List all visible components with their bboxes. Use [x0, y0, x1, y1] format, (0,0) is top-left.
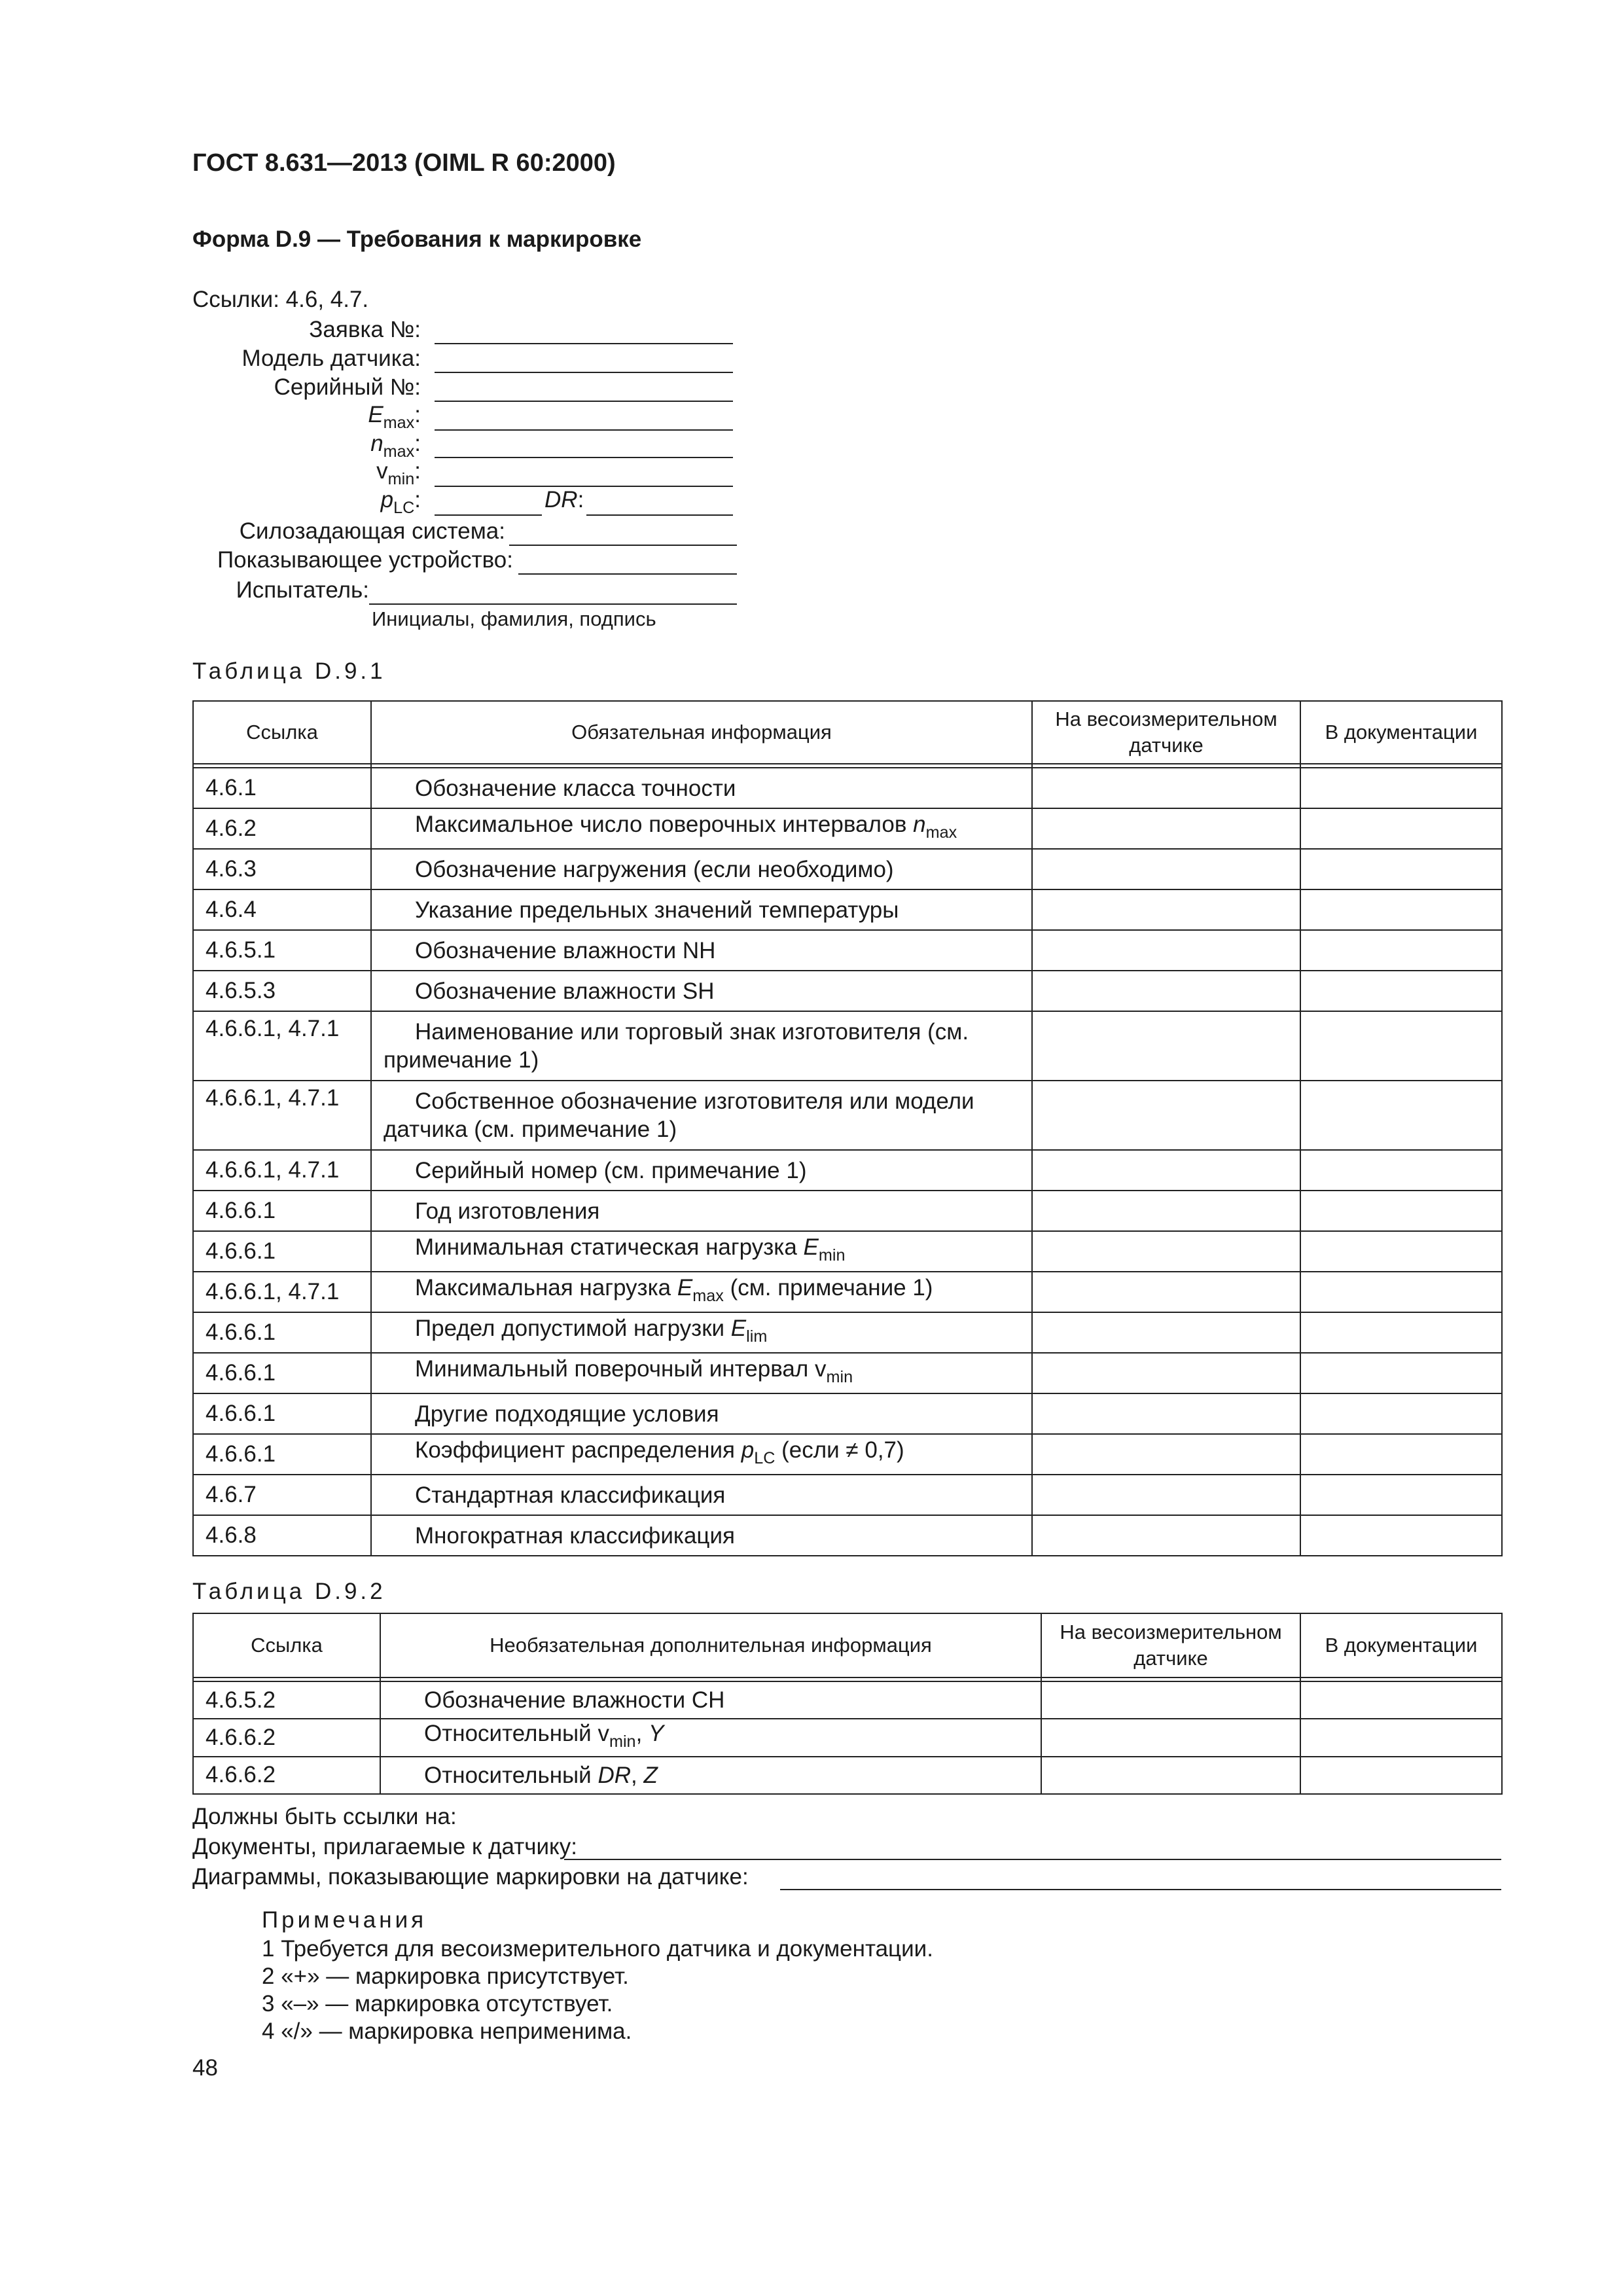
indicator-field[interactable]: [518, 573, 737, 575]
in-docs-cell[interactable]: [1300, 889, 1502, 930]
in-docs-cell[interactable]: [1300, 1150, 1502, 1191]
row-info: Коэффициент распределения $p_{LC}$ (если ≠ 0,7): [371, 1434, 1032, 1475]
force-system-field[interactable]: [509, 545, 737, 546]
row-info: Обозначение влажности SH: [371, 971, 1032, 1011]
plc-field[interactable]: [435, 514, 542, 516]
nmax-field[interactable]: [435, 457, 733, 458]
row-ref: 4.6.6.1: [193, 1312, 371, 1353]
table-row: [193, 1434, 1502, 1475]
notes-title: Примечания: [262, 1907, 427, 1933]
row-ref: 4.6.6.1: [193, 1393, 371, 1434]
indicator-label: Показывающее устройство:: [217, 547, 513, 573]
on-sensor-cell[interactable]: [1041, 1757, 1300, 1794]
table-header-row: [193, 701, 1502, 764]
note-item: 3 «–» — маркировка отсутствует.: [262, 1991, 613, 2017]
on-sensor-cell[interactable]: [1032, 1312, 1300, 1353]
row-ref: 4.6.6.2: [193, 1719, 380, 1757]
in-docs-cell[interactable]: [1300, 1312, 1502, 1353]
row-ref: 4.6.5.3: [193, 971, 371, 1011]
table-row: [193, 1081, 1502, 1150]
row-info: Обозначение влажности NH: [371, 930, 1032, 971]
on-sensor-cell[interactable]: [1032, 1081, 1300, 1150]
note-item: 1 Требуется для весоизмерительного датчика и документации.: [262, 1936, 933, 1962]
table-row: [193, 1272, 1502, 1312]
emax-field[interactable]: [435, 429, 733, 431]
col-header-in-docs: В документации: [1300, 701, 1502, 764]
in-docs-cell[interactable]: [1300, 1393, 1502, 1434]
table-row: [193, 1353, 1502, 1393]
in-docs-cell[interactable]: [1300, 1231, 1502, 1272]
row-info: Минимальный поверочный интервал $v_{min}$: [371, 1353, 1032, 1393]
on-sensor-cell[interactable]: [1041, 1719, 1300, 1757]
in-docs-cell[interactable]: [1300, 1434, 1502, 1475]
row-info: Обозначение нагружения (если необходимо): [371, 849, 1032, 889]
table-d91: [192, 700, 1503, 1556]
on-sensor-cell[interactable]: [1032, 768, 1300, 808]
in-docs-cell[interactable]: [1300, 808, 1502, 849]
on-sensor-cell[interactable]: [1032, 971, 1300, 1011]
table-row: [193, 1393, 1502, 1434]
in-docs-cell[interactable]: [1300, 1681, 1502, 1719]
row-ref: 4.6.6.1: [193, 1434, 371, 1475]
refs-docs-field[interactable]: [564, 1859, 1501, 1860]
row-ref: 4.6.6.1: [193, 1353, 371, 1393]
row-ref: 4.6.6.1: [193, 1191, 371, 1231]
application-number-field[interactable]: [435, 343, 733, 344]
on-sensor-cell[interactable]: [1032, 1011, 1300, 1081]
table-row: [193, 808, 1502, 849]
table-row: [193, 1475, 1502, 1515]
note-item: 4 «/» — маркировка неприменима.: [262, 2018, 632, 2044]
on-sensor-cell[interactable]: [1032, 1434, 1300, 1475]
in-docs-cell[interactable]: [1300, 1475, 1502, 1515]
table-row: [193, 849, 1502, 889]
in-docs-cell[interactable]: [1300, 930, 1502, 971]
dr-label: DR:: [544, 487, 584, 512]
refs-bottom-title: Должны быть ссылки на:: [192, 1804, 457, 1829]
col-header-info: Необязательная дополнительная информация: [380, 1613, 1041, 1677]
serial-number-label: Серийный №:: [274, 374, 421, 400]
page-number: 48: [192, 2055, 218, 2081]
serial-number-field[interactable]: [435, 401, 733, 402]
table-row: [193, 1231, 1502, 1272]
col-header-on-sensor: На весоизмерительном датчике: [1041, 1613, 1300, 1677]
row-ref: 4.6.6.1, 4.7.1: [193, 1272, 371, 1312]
in-docs-cell[interactable]: [1300, 1719, 1502, 1757]
sensor-model-field[interactable]: [435, 372, 733, 373]
row-info: Стандартная классификация: [371, 1475, 1032, 1515]
on-sensor-cell[interactable]: [1032, 849, 1300, 889]
row-ref: 4.6.3: [193, 849, 371, 889]
row-ref: 4.6.4: [193, 889, 371, 930]
row-info: Максимальная нагрузка $E_{max}$ (см. примечание 1): [371, 1272, 1032, 1312]
col-header-on-sensor: На весоизмерительном датчике: [1032, 701, 1300, 764]
row-info: Обозначение влажности CH: [380, 1681, 1041, 1719]
row-info: Обозначение класса точности: [371, 768, 1032, 808]
table-row: [193, 1150, 1502, 1191]
row-info: Указание предельных значений температуры: [371, 889, 1032, 930]
row-info: Собственное обозначение изготовителя или модели датчика (см. примечание 1): [371, 1081, 1032, 1150]
emax-label: $E_{max}$:: [368, 402, 421, 432]
nmax-label: $n_{max}$:: [370, 431, 421, 461]
table-row: [193, 1515, 1502, 1556]
document-title: ГОСТ 8.631—2013 (OIML R 60:2000): [192, 149, 616, 177]
note-item: 2 «+» — маркировка присутствует.: [262, 1964, 629, 1989]
row-ref: 4.6.6.1: [193, 1231, 371, 1272]
table1-caption: Таблица D.9.1: [192, 658, 386, 684]
tester-field[interactable]: [369, 603, 737, 605]
row-info: Максимальное число поверочных интервалов $n_{max}$: [371, 808, 1032, 849]
force-system-label: Силозадающая система:: [239, 518, 505, 544]
on-sensor-cell[interactable]: [1032, 1475, 1300, 1515]
refs-diagrams-field[interactable]: [780, 1889, 1501, 1890]
dr-field[interactable]: [586, 514, 733, 516]
in-docs-cell[interactable]: [1300, 1272, 1502, 1312]
in-docs-cell[interactable]: [1300, 1757, 1502, 1794]
col-header-ref: Ссылка: [193, 701, 371, 764]
row-info: Минимальная статическая нагрузка $E_{min}$: [371, 1231, 1032, 1272]
row-info: Другие подходящие условия: [371, 1393, 1032, 1434]
table-header-row: [193, 1613, 1502, 1677]
row-ref: 4.6.6.1, 4.7.1: [193, 1081, 371, 1150]
form-references: Ссылки: 4.6, 4.7.: [192, 287, 369, 312]
refs-diagrams-label: Диаграммы, показывающие маркировки на датчике:: [192, 1864, 749, 1890]
in-docs-cell[interactable]: [1300, 1353, 1502, 1393]
in-docs-cell[interactable]: [1300, 971, 1502, 1011]
table2-caption: Таблица D.9.2: [192, 1579, 386, 1604]
sensor-model-label: Модель датчика:: [241, 346, 421, 371]
table-row: [193, 1011, 1502, 1081]
on-sensor-cell[interactable]: [1032, 1191, 1300, 1231]
vmin-label: $v_{min}$:: [376, 458, 421, 488]
row-info: Наименование или торговый знак изготовителя (см. примечание 1): [371, 1011, 1032, 1081]
row-info: Многократная классификация: [371, 1515, 1032, 1556]
row-ref: 4.6.8: [193, 1515, 371, 1556]
row-info: Серийный номер (см. примечание 1): [371, 1150, 1032, 1191]
row-ref: 4.6.7: [193, 1475, 371, 1515]
table-row: [193, 1191, 1502, 1231]
row-ref: 4.6.5.1: [193, 930, 371, 971]
in-docs-cell[interactable]: [1300, 1191, 1502, 1231]
col-header-ref: Ссылка: [193, 1613, 380, 1677]
on-sensor-cell[interactable]: [1032, 808, 1300, 849]
on-sensor-cell[interactable]: [1032, 889, 1300, 930]
table-row: [193, 1757, 1502, 1794]
table-d92: [192, 1613, 1503, 1795]
row-info: Предел допустимой нагрузки $E_{lim}$: [371, 1312, 1032, 1353]
plc-label: $p_{LC}$:: [380, 487, 421, 517]
table-row: [193, 971, 1502, 1011]
table-row: [193, 1681, 1502, 1719]
row-ref: 4.6.6.1, 4.7.1: [193, 1150, 371, 1191]
row-ref: 4.6.6.2: [193, 1757, 380, 1794]
refs-docs-label: Документы, прилагаемые к датчику:: [192, 1834, 577, 1859]
table-row: [193, 889, 1502, 930]
row-info: Год изготовления: [371, 1191, 1032, 1231]
on-sensor-cell[interactable]: [1032, 1231, 1300, 1272]
in-docs-cell[interactable]: [1300, 849, 1502, 889]
in-docs-cell[interactable]: [1300, 1515, 1502, 1556]
on-sensor-cell[interactable]: [1032, 930, 1300, 971]
row-info: Относительный DR, Z: [380, 1757, 1041, 1794]
on-sensor-cell[interactable]: [1041, 1681, 1300, 1719]
on-sensor-cell[interactable]: [1032, 1515, 1300, 1556]
in-docs-cell[interactable]: [1300, 768, 1502, 808]
table-row: [193, 768, 1502, 808]
form-title: Форма D.9 — Требования к маркировке: [192, 226, 642, 252]
on-sensor-cell[interactable]: [1032, 1353, 1300, 1393]
table-row: [193, 1312, 1502, 1353]
col-header-info: Обязательная информация: [371, 701, 1032, 764]
row-info: Относительный $v_{min}$, Y: [380, 1719, 1041, 1757]
tester-label: Испытатель:: [236, 577, 369, 603]
tester-caption: Инициалы, фамилия, подпись: [372, 607, 656, 630]
in-docs-cell[interactable]: [1300, 1081, 1502, 1150]
application-number-label: Заявка №:: [309, 317, 421, 342]
table-row: [193, 1719, 1502, 1757]
in-docs-cell[interactable]: [1300, 1011, 1502, 1081]
on-sensor-cell[interactable]: [1032, 1393, 1300, 1434]
table-row: [193, 930, 1502, 971]
on-sensor-cell[interactable]: [1032, 1150, 1300, 1191]
row-ref: 4.6.5.2: [193, 1681, 380, 1719]
on-sensor-cell[interactable]: [1032, 1272, 1300, 1312]
row-ref: 4.6.6.1, 4.7.1: [193, 1011, 371, 1081]
col-header-in-docs: В документации: [1300, 1613, 1502, 1677]
row-ref: 4.6.2: [193, 808, 371, 849]
row-ref: 4.6.1: [193, 768, 371, 808]
